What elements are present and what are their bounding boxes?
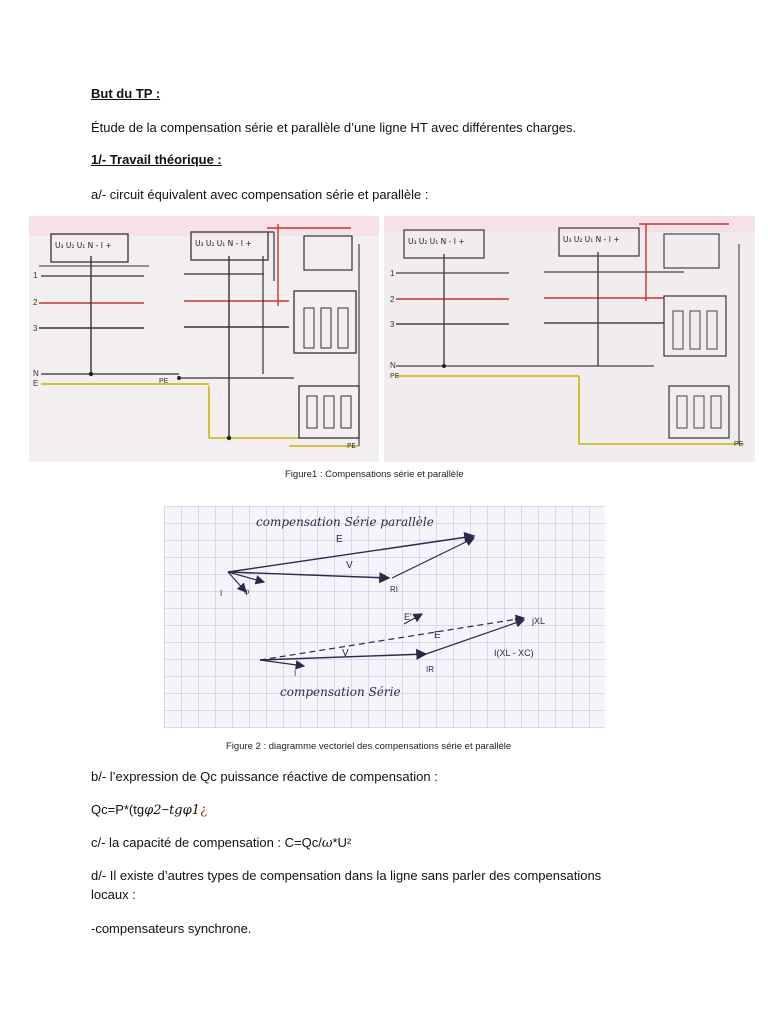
fig2-label-E: E	[336, 534, 343, 545]
fig2-label-V-bottom: V	[342, 648, 349, 659]
left-e-label: E	[33, 379, 39, 388]
fig2-label-Ix: I(XL - XC)	[494, 648, 534, 658]
intro-text: Étude de la compensation série et parallèle d’une ligne HT avec différentes charges.	[91, 120, 577, 135]
fig2-label-IR: IR	[426, 665, 434, 674]
item-a-text: a/- circuit équivalent avec compensation série et parallèle :	[91, 187, 429, 202]
figure1-left-photo	[29, 216, 379, 462]
left-phase-1: 1	[33, 271, 38, 280]
formula-tail: ¿	[200, 803, 207, 818]
right-pe-tag: PE	[734, 441, 744, 448]
figure2-photo	[164, 506, 605, 728]
formula-tgphi1: tgφ1	[169, 803, 200, 818]
figure1-right-photo	[384, 216, 755, 462]
formula-prefix: Qc=P*(tg	[91, 802, 145, 817]
fig2-label-RI: RI	[390, 585, 398, 594]
formula-b	[91, 801, 207, 820]
right-box2-label: U₃ U₂ U₁ N - I +	[563, 235, 620, 244]
left-n-label: N	[33, 369, 39, 378]
fig2-label-I-bottom: I	[294, 669, 297, 678]
item-d-line2: locaux :	[91, 887, 136, 902]
fig2-label-E-bottom: E	[434, 630, 441, 641]
left-box2-label: U₃ U₂ U₁ N - I +	[195, 239, 252, 248]
fig2-label-phi: φ	[244, 587, 250, 596]
left-pe-label: PE	[159, 378, 169, 385]
right-pe-label: PE	[390, 373, 400, 380]
left-pe-tag: PE	[347, 442, 356, 450]
figure2-caption: Figure 2 : diagramme vectoriel des compensations série et parallèle	[226, 741, 512, 752]
fig2-label-I: I	[220, 589, 223, 598]
item-c-prefix: c/- la capacité de compensation : C=Qc/	[91, 835, 322, 850]
item-b-text: b/- l’expression de Qc puissance réactive de compensation :	[91, 769, 438, 784]
item-e-text: -compensateurs synchrone.	[91, 921, 252, 936]
section-title-1: 1/- Travail théorique :	[91, 152, 222, 167]
figure1-caption: Figure1 : Compensations série et parallèle	[285, 469, 464, 480]
formula-phi2: φ2	[144, 803, 162, 818]
formula-minus: −	[161, 802, 170, 817]
fig2-label-E2: E'	[404, 612, 412, 622]
right-n-label: N	[390, 361, 396, 370]
left-phase-3: 3	[33, 324, 38, 333]
right-box1-label: U₃ U₂ U₁ N - I +	[408, 237, 465, 246]
item-c-text	[91, 834, 351, 853]
fig2-title-bottom: compensation Série	[280, 685, 401, 699]
right-phase-3: 3	[390, 320, 395, 329]
fig2-title-top: compensation Série parallèle	[256, 515, 434, 529]
right-phase-2: 2	[390, 295, 395, 304]
left-box1-label: U₃ U₂ U₁ N - I +	[55, 241, 112, 250]
heading-but: But du TP :	[91, 86, 161, 101]
item-d-line1: d/- Il existe d’autres types de compensation dans la ligne sans parler des compensations	[91, 868, 602, 883]
fig2-label-jxl: jXL	[532, 616, 546, 626]
right-phase-1: 1	[390, 269, 395, 278]
item-c-omega: ω	[321, 836, 333, 851]
left-phase-2: 2	[33, 298, 38, 307]
fig2-label-V: V	[346, 560, 353, 571]
item-c-suffix: *U²	[332, 835, 352, 850]
